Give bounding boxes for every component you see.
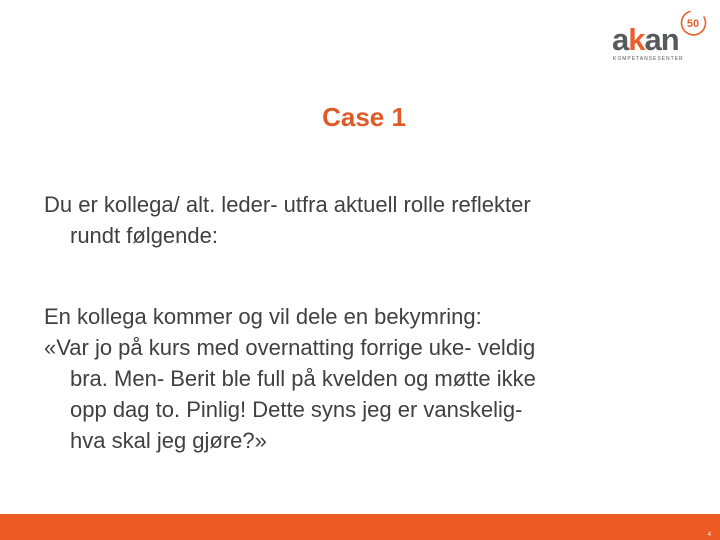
instruction-line: rundt følgende: — [70, 223, 218, 248]
instruction-paragraph — [44, 189, 694, 251]
page-number: 4 — [707, 532, 711, 538]
case-paragraph — [44, 301, 694, 456]
anniversary-50-icon — [678, 8, 708, 38]
case-line: opp dag to. Pinlig! Dette syns jeg er vanskelig- — [70, 397, 523, 422]
footer-bar — [0, 514, 720, 540]
logo-letters-an: an — [644, 22, 679, 57]
logo-letter-k: k — [628, 22, 645, 57]
akan-logo — [612, 8, 712, 68]
logo-wordmark — [612, 24, 679, 55]
instruction-line: Du er kollega/ alt. leder- utfra aktuell rolle reflekter — [44, 192, 531, 217]
case-line: hva skal jeg gjøre?» — [70, 428, 267, 453]
anniversary-number: 50 — [686, 18, 700, 30]
case-line: bra. Men- Berit ble full på kvelden og møtte ikke — [70, 366, 536, 391]
slide-title: Case 1 — [322, 102, 406, 132]
logo-letter-a: a — [612, 22, 629, 57]
logo-subtitle: KOMPETANSESENTER — [613, 56, 684, 62]
case-line: «Var jo på kurs med overnatting forrige uke- veldig — [44, 335, 536, 360]
case-line: En kollega kommer og vil dele en bekymring: — [44, 304, 482, 329]
